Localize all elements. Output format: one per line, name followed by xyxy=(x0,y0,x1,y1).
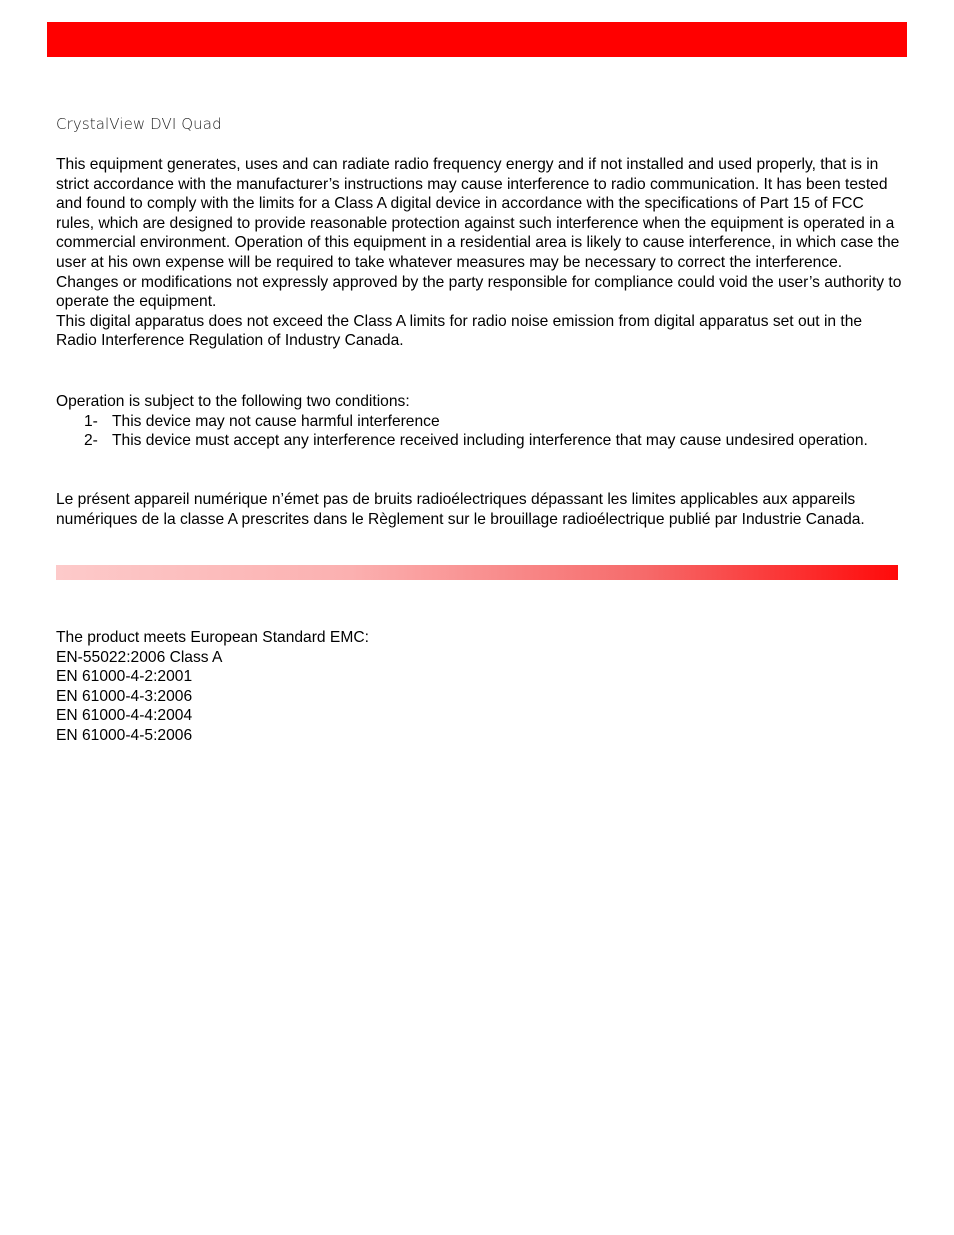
conditions-list xyxy=(56,412,906,451)
product-name: CrystalView DVI Quad xyxy=(56,115,222,133)
list-item-number: 1- xyxy=(84,412,98,430)
conditions-intro: Operation is subject to the following two conditions: xyxy=(56,393,410,410)
emc-standard: EN-55022:2006 Class A xyxy=(56,648,223,666)
canada-french-statement xyxy=(56,490,906,529)
list-item-number: 2- xyxy=(84,432,98,450)
emc-standard: EN 61000-4-2:2001 xyxy=(56,668,193,686)
header-bar xyxy=(47,22,907,57)
operating-conditions xyxy=(56,392,906,451)
emc-standard: EN 61000-4-4:2004 xyxy=(56,707,193,725)
list-item xyxy=(84,412,906,432)
fcc-paragraph-2: Changes or modifications not expressly approved by the party responsible for compliance could void the user’s authority to operate the equipment. xyxy=(56,273,902,311)
french-paragraph: Le présent appareil numérique n’émet pas de bruits radioélectriques dépassant les limites applicables aux appareils numériques de la classe A prescrites dans le Règlement sur le brouillage radioélectrique publié par Industrie Canada. xyxy=(56,491,865,528)
emc-intro: The product meets European Standard EMC: xyxy=(56,629,369,646)
fcc-statement xyxy=(56,155,906,351)
list-item-text: This device must accept any interference received including interference that may cause undesired operation. xyxy=(112,432,868,450)
fcc-paragraph-1: This equipment generates, uses and can radiate radio frequency energy and if not installed and used properly, that is in strict accordance with the manufacturer’s instructions may cause interference to radio communication. It has been tested and found to comply with the limits for a Class A digital device in accordance with the specifications of Part 15 of FCC rules, which are designed to provide reasonable protection against such interference when the equipment is operated in a commercial environment. Operation of this equipment in a residential area is likely to cause interference, in which case the user at his own expense will be required to take whatever measures may be necessary to correct the interference. xyxy=(56,156,900,271)
list-item xyxy=(84,431,906,451)
emc-compliance xyxy=(56,628,906,746)
section-divider xyxy=(56,565,898,580)
fcc-paragraph-3: This digital apparatus does not exceed the Class A limits for radio noise emission from digital apparatus set out in the Radio Interference Regulation of Industry Canada. xyxy=(56,312,863,350)
list-item-text: This device may not cause harmful interference xyxy=(112,412,440,430)
emc-standard: EN 61000-4-5:2006 xyxy=(56,726,193,744)
emc-standard: EN 61000-4-3:2006 xyxy=(56,687,193,705)
